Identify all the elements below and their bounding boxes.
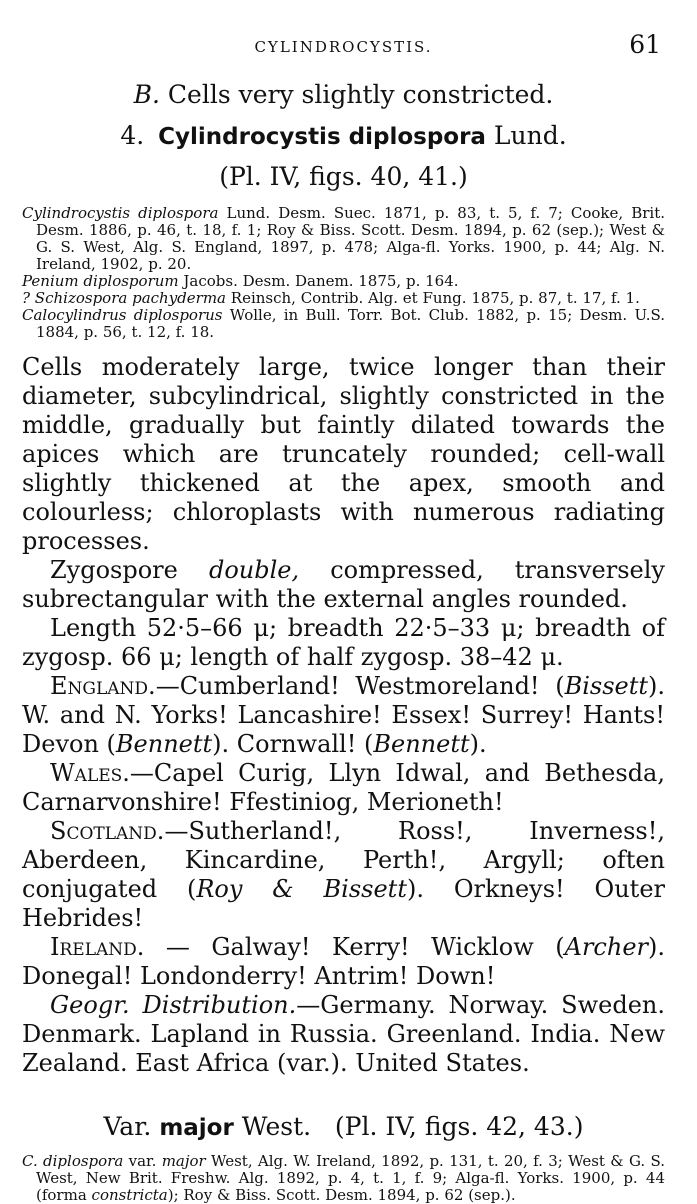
synonym-citation: Lund. Desm. Suec. 1871, p. 83, t. 5, f. 7; Cooke, Brit. Desm. 1886, p. 46, t. 18, f. 1; Roy & Biss. Scott. Desm. 1894, p. 62 (sep.); West & G. S. West, Alg. S. England, 1897, p. 478; Alga-fl. Yorks. 1900, p. 44; Alg. N. Ireland, 1902, p. 20. <box>36 204 665 273</box>
synonymy-entry <box>22 290 665 307</box>
species-number: 4. <box>120 121 145 150</box>
running-header <box>22 28 665 62</box>
collector-name: Archer <box>564 933 648 961</box>
synonym-citation: Reinsch, Contrib. Alg. et Fung. 1875, p. 87, t. 17, f. 1. <box>230 289 640 307</box>
region-label: Ireland. <box>50 933 145 961</box>
synonym-name: Calocylindrus diplosporus <box>22 306 223 324</box>
species-plate-reference: (Pl. IV, figs. 40, 41.) <box>219 162 468 191</box>
synonymy-entry <box>22 205 665 273</box>
species-name: Cylindrocystis diplospora <box>158 124 486 150</box>
synonymy-entry <box>22 307 665 341</box>
variety-plate-reference: (Pl. IV, figs. 42, 43.) <box>334 1112 584 1141</box>
synonym-name: Cylindrocystis diplospora <box>22 204 219 222</box>
species-description <box>22 353 665 1078</box>
zygospore-paragraph: Zygospore double, compressed, transversely subrectangular with the external angles rounded. <box>22 556 665 613</box>
measurements-paragraph: Length 52·5–66 μ; breadth 22·5–33 μ; breadth of zygosp. 66 μ; length of half zygosp. 38–42 μ. <box>22 614 665 671</box>
synonymy-entry <box>22 273 665 290</box>
section-text: Cells very slightly constricted. <box>167 80 554 109</box>
synonymy-list <box>22 205 665 341</box>
distribution-england: England.—Cumberland! Westmoreland! (Bissett). W. and N. Yorks! Lancashire! Essex! Surrey! Hants! Devon (Bennett). Cornwall! (Bennett). <box>22 672 665 758</box>
region-label: England. <box>50 672 156 700</box>
synonym-citation: Jacobs. Desm. Danem. 1875, p. 164. <box>183 272 459 290</box>
variety-name: major <box>159 1115 234 1141</box>
region-label: Scotland. <box>50 817 165 845</box>
species-authority: Lund. <box>493 121 567 150</box>
variety-synonymy <box>22 1153 665 1204</box>
variety-authority: West. <box>241 1112 312 1141</box>
section-heading <box>22 80 665 109</box>
section-letter: B. <box>133 80 160 109</box>
synonym-name: ? Schizospora pachyderma <box>22 289 226 307</box>
page-number: 61 <box>629 30 661 59</box>
distribution-wales: Wales.—Capel Curig, Llyn Idwal, and Bethesda, Carnarvonshire! Ffestiniog, Merioneth! <box>22 759 665 816</box>
region-label: Wales. <box>50 759 130 787</box>
collector-name: Bennett <box>115 730 213 758</box>
description-paragraph: Cells moderately large, twice longer than their diameter, subcylindrical, slightly constricted in the middle, gradually but faintly dilated towards the apices which are truncately rounded; cell-wall slightly thickened at the apex, smooth and colourless; chloroplasts with numerous radiating processes. <box>22 353 665 555</box>
collector-name: Bissett <box>564 672 648 700</box>
region-label: Geogr. Distribution. <box>50 991 297 1019</box>
species-heading <box>22 121 665 150</box>
distribution-scotland: Scotland.—Sutherland!, Ross!, Inverness!, Aberdeen, Kincardine, Perth!, Argyll; often conjugated (Roy & Bissett). Orkneys! Outer Hebrides! <box>22 817 666 932</box>
variety-heading: Var. major West. (Pl. IV, figs. 42, 43.) <box>103 1112 584 1141</box>
emphasis: double, <box>208 556 300 584</box>
geographic-distribution: Geogr. Distribution.—Germany. Norway. Sweden. Denmark. Lapland in Russia. Greenland. India. New Zealand. East Africa (var.). United States. <box>22 991 666 1077</box>
synonym-name: Penium diplosporum <box>22 272 179 290</box>
collector-name: Roy & Bissett <box>196 875 407 903</box>
collector-name: Bennett <box>373 730 470 758</box>
synonymy-entry: C. diplospora var. major West, Alg. W. Ireland, 1892, p. 131, t. 20, f. 3; West & G. S. West, New Brit. Freshw. Alg. 1892, p. 4, t. 1, f. 9; Alga-fl. Yorks. 1900, p. 44 (forma constricta); Roy & Biss. Scott. Desm. 1894, p. 62 (sep.). <box>22 1152 665 1204</box>
running-title: CYLINDROCYSTIS. <box>254 38 433 56</box>
distribution-ireland: Ireland. — Galway! Kerry! Wicklow (Archer). Donegal! Londonderry! Antrim! Down! <box>22 933 665 990</box>
synonym-citation: Wolle, in Bull. Torr. Bot. Club. 1882, p. 15; Desm. U.S. 1884, p. 56, t. 12, f. 18. <box>36 306 665 341</box>
